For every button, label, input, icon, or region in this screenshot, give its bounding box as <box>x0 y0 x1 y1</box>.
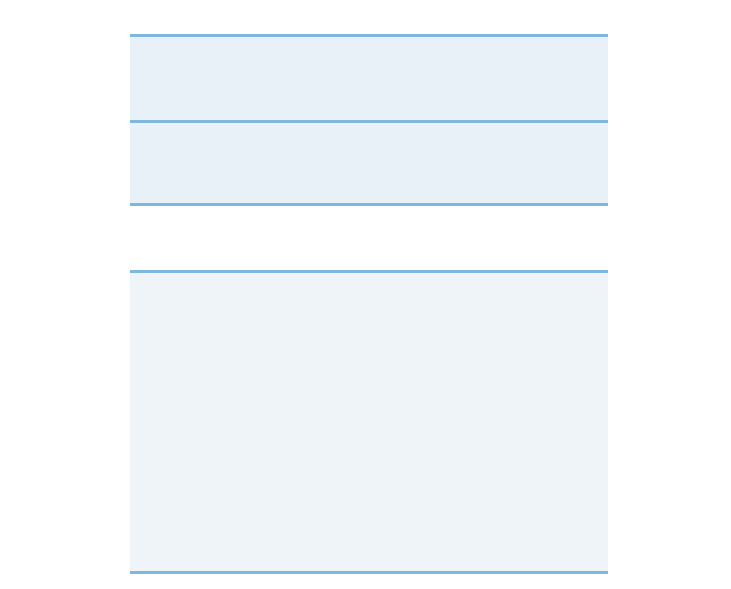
table1-row-label <box>136 123 170 203</box>
force-value-table <box>130 34 608 206</box>
double-under-score-table <box>130 270 608 574</box>
table1-row-label <box>136 37 170 120</box>
table1-row-male <box>130 37 608 120</box>
table1-row-female <box>130 123 608 203</box>
